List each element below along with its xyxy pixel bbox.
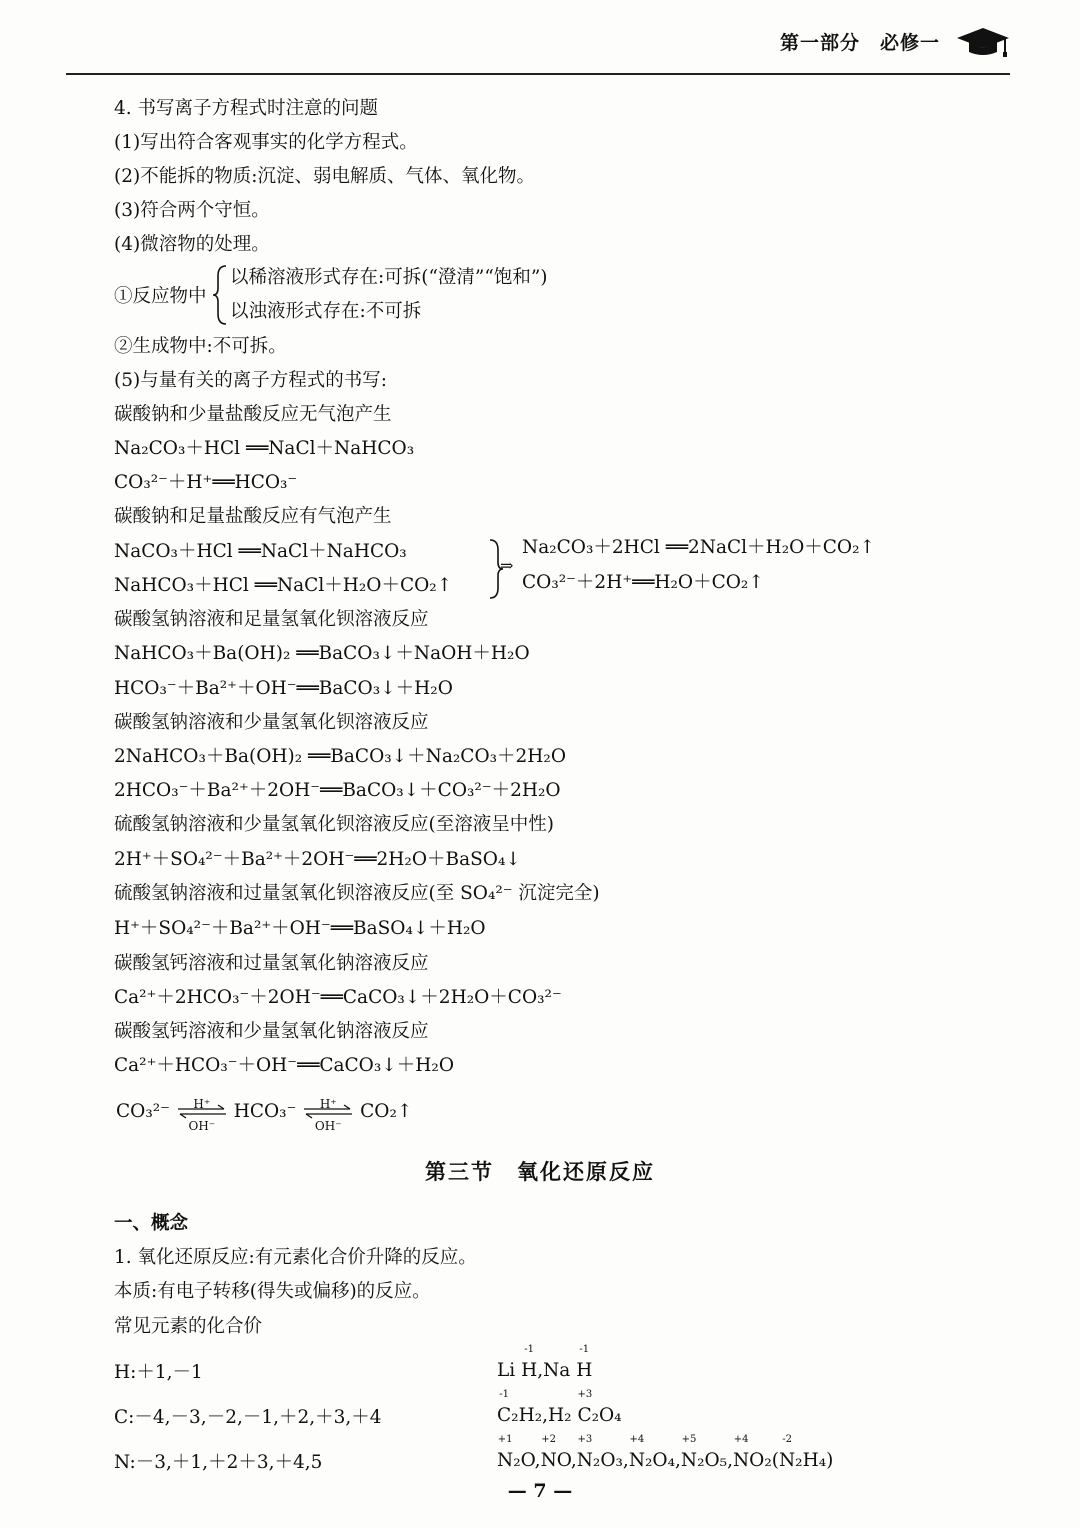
text-line-l32: 1. 氧化还原反应:有元素化合价升降的反应。 — [114, 1247, 477, 1268]
oxidation-state-mark: -2 N — [778, 1434, 796, 1471]
eq-species-c: CO₂↑ — [360, 1101, 413, 1122]
text-line-l4: (3)符合两个守恒。 — [114, 200, 270, 221]
text-line-l27: Ca²⁺＋2HCO₃⁻＋2OH⁻══CaCO₃↓＋2H₂O＋CO₃²⁻ — [114, 987, 562, 1008]
oxidation-state-mark: +1 N — [497, 1434, 514, 1471]
section-heading: 第三节 氧化还原反应 — [425, 1159, 655, 1184]
text-line-l8: ②生成物中:不可拆。 — [114, 336, 287, 357]
left-brace-icon — [212, 264, 228, 326]
text-line-l35: H:＋1,－1 — [114, 1362, 203, 1383]
text-line-l24: 硫酸氢钠溶液和过量氢氧化钡溶液反应(至 SO₄²⁻ 沉淀完全) — [114, 883, 600, 904]
text-line-l10: 碳酸钠和少量盐酸反应无气泡产生 — [114, 404, 392, 425]
text-line-l28: 碳酸氢钙溶液和少量氢氧化钠溶液反应 — [114, 1021, 429, 1042]
oxidation-state-mark: +2 N — [540, 1434, 557, 1471]
text-line-l5: (4)微溶物的处理。 — [114, 234, 270, 255]
text-line-l3: (2)不能拆的物质:沉淀、弱电解质、气体、氧化物。 — [114, 166, 535, 187]
equilibrium-line — [116, 1097, 413, 1133]
text-line-l25: H⁺＋SO₄²⁻＋Ba²⁺＋OH⁻══BaSO₄↓＋H₂O — [114, 918, 486, 939]
arrow-top-label: H⁺ — [193, 1097, 211, 1111]
concept-heading: 一、概念 — [114, 1213, 189, 1234]
text-line-l20: 2NaHCO₃＋Ba(OH)₂ ══BaCO₃↓＋Na₂CO₃＋2H₂O — [114, 746, 567, 767]
brace-item-top: 以稀溶液形式存在:可拆(“澄清”“饱和”) — [230, 267, 548, 288]
text-line-l18: HCO₃⁻＋Ba²⁺＋OH⁻══BaCO₃↓＋H₂O — [114, 678, 453, 699]
oxidation-state-mark: +4 N — [628, 1434, 645, 1471]
arrow-bottom-label: OH⁻ — [188, 1119, 216, 1133]
brace-item-bottom: 以浊液形式存在:不可拆 — [230, 301, 422, 322]
text-line-l14: NaCO₃＋HCl ══NaCl＋NaHCO₃ — [114, 541, 407, 562]
page-number: — 7 — — [507, 1480, 573, 1502]
text-line-l19: 碳酸氢钠溶液和少量氢氧化钡溶液反应 — [114, 712, 429, 733]
text-line-l15: NaHCO₃＋HCl ══NaCl＋H₂O＋CO₂↑ — [114, 575, 453, 596]
text-line-l11: Na₂CO₃＋HCl ══NaCl＋NaHCO₃ — [114, 438, 415, 459]
header-rule — [66, 73, 1010, 75]
text-line-l34: 常见元素的化合价 — [114, 1316, 263, 1337]
text-line-l17: NaHCO₃＋Ba(OH)₂ ══BaCO₃↓＋NaOH＋H₂O — [114, 643, 530, 664]
text-line-l33: 本质:有电子转移(得失或偏移)的反应。 — [114, 1281, 431, 1302]
graduation-cap-icon — [955, 24, 1011, 58]
implies-arrow: ⇒ — [500, 556, 514, 575]
text-line-l12: CO₃²⁻＋H⁺══HCO₃⁻ — [114, 472, 298, 493]
examples-carbon: -1 C₂H₂,H₂ +3 C₂O₄ — [497, 1403, 622, 1429]
examples-nitrogen: +1 N₂O, +2 NO, +3 N₂O₃, +4 N₂O₄, +5 N₂O₅, +4 NO₂( -2 N₂H₄) — [497, 1448, 833, 1474]
eq-species-b: HCO₃⁻ — [233, 1101, 297, 1122]
text-line-l13: 碳酸钠和足量盐酸反应有气泡产生 — [114, 506, 392, 527]
oxidation-state-mark: +4 N — [732, 1434, 750, 1471]
text-line-l23: 2H⁺＋SO₄²⁻＋Ba²⁺＋2OH⁻══2H₂O＋BaSO₄↓ — [114, 849, 521, 870]
oxidation-state-mark: -1 H — [576, 1344, 593, 1381]
oxidation-state-mark: -1 C — [497, 1389, 512, 1426]
text-line-l37: N:－3,＋1,＋2＋3,＋4,5 — [114, 1452, 323, 1473]
text-line-l29: Ca²⁺＋HCO₃⁻＋OH⁻══CaCO₃↓＋H₂O — [114, 1055, 454, 1076]
text-line-l22: 硫酸氢钠溶液和少量氢氧化钡溶液反应(至溶液呈中性) — [114, 814, 554, 835]
text-line-l9: (5)与量有关的离子方程式的书写: — [114, 370, 387, 391]
text-line-l16: 碳酸氢钠溶液和足量氢氧化钡溶液反应 — [114, 609, 429, 630]
running-header: 第一部分 必修一 — [780, 32, 941, 54]
text-line-l36: C:－4,－3,－2,－1,＋2,＋3,＋4 — [114, 1407, 382, 1428]
oxidation-state-mark: -1 H — [521, 1344, 538, 1381]
examples-hydrogen: Li -1 H,Na -1 H — [497, 1358, 592, 1384]
equilibrium-arrow-2 — [302, 1097, 354, 1133]
oxidation-state-mark: +3 C — [577, 1389, 593, 1426]
oxidation-state-mark: +5 N — [680, 1434, 698, 1471]
text-line-l2: (1)写出符合客观事实的化学方程式。 — [114, 132, 418, 153]
combined-equation-2: CO₃²⁻＋2H⁺══H₂O＋CO₂↑ — [522, 572, 764, 593]
text-line-l26: 碳酸氢钙溶液和过量氢氧化钠溶液反应 — [114, 953, 429, 974]
arrow-top-label: H⁺ — [319, 1097, 337, 1111]
eq-species-a: CO₃²⁻ — [116, 1101, 170, 1122]
brace-prefix: ①反应物中 — [114, 286, 207, 307]
text-line-l21: 2HCO₃⁻＋Ba²⁺＋2OH⁻══BaCO₃↓＋CO₃²⁻＋2H₂O — [114, 780, 561, 801]
text-line-l1: 4. 书写离子方程式时注意的问题 — [114, 98, 379, 119]
oxidation-state-mark: +3 N — [576, 1434, 593, 1471]
combined-equation-1: Na₂CO₃＋2HCl ══2NaCl＋H₂O＋CO₂↑ — [522, 537, 876, 558]
equilibrium-arrow-1 — [176, 1097, 228, 1133]
arrow-bottom-label: OH⁻ — [314, 1119, 342, 1133]
